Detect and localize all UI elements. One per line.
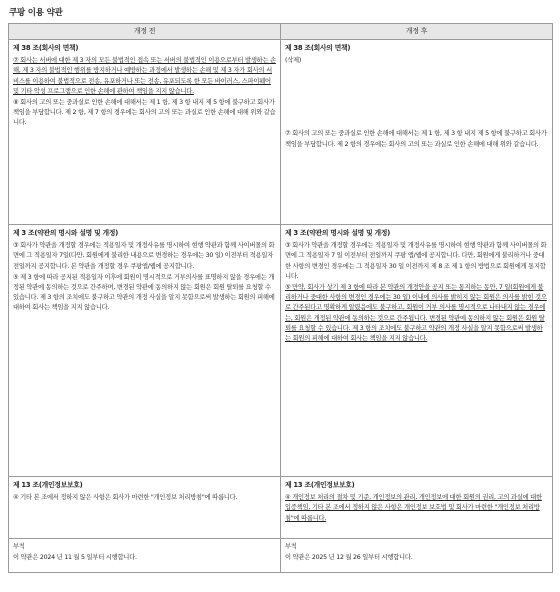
- cell-addendum-before: [9, 539, 281, 573]
- cell-38-before: [9, 40, 281, 225]
- paragraph: ⑧ 회사의 고의 또는 중과실로 인한 손해에 대해서는 제 1 항, 제 3 항 내지 제 5 항에 불구하고 회사가 책임을 부담합니다. 제 2 항, 제 7 항의 경우에는 회사의 고의 또는 과실로 인한 손해에 대해 위와 같습니다.: [13, 99, 276, 127]
- table-row-article-38: [9, 40, 553, 225]
- cell-13-after: [281, 477, 553, 539]
- article-title: 제 38 조(회사의 면책): [13, 44, 79, 52]
- cell-3-before: [9, 225, 281, 477]
- header-after: 개정 후: [281, 24, 553, 40]
- cell-addendum-after: [281, 539, 553, 573]
- table-row-article-13: [9, 477, 553, 539]
- cell-38-after: [281, 40, 553, 225]
- paragraph: ⑤ 제 3 항에 따라 공지된 적용일자 이후에 회원이 명시적으로 거부의사를 표명하지 않을 경우에는 개정된 약관에 동의하는 것으로 간주하며, 변경된 약관에 동의하지 않는 회원은 회원 탈퇴를 요청할 수 있습니다. 제 3 항의 조치에도 불구하고 약관의 개정 사실을 알지 못함으로써 발생하는 회원의 피해에 대하여 회사는 책임을 지지 않습니다.: [13, 273, 275, 312]
- paragraph: ③ 회사가 약관을 개정할 경우에는 적용일자 및 개정사유를 명시하여 현행 약관과 함께 사이버몰의 화면에 그 적용일자 7 일 이전부터 전일까지 쿠팡 앱/웹에 공지합니다. 다만, 회원에게 불리하거나 중대한 사항의 변경인 경우에는 그 적용일자 30 일 이전까지 제 8 조 제 1 항의 방법으로 회원에게 통지합니다.: [285, 242, 547, 280]
- paragraph: 이 약관은 2024 년 11 월 5 일부터 시행합니다.: [13, 554, 137, 562]
- table-row-addendum: [9, 539, 553, 573]
- paragraph: 이 약관은 2025 년 12 월 26 일부터 시행합니다.: [285, 554, 413, 562]
- paragraph: ⑤ 만약, 회사가 상기 제 3 항에 따라 본 약관의 개정안을 공지 또는 통지하는 동안, 7 일(회원에게 불리하거나 중대한 사항의 변경인 경우에는 30 일) 이내에 의사를 밝히지 않는 회원은 의사를 밝힌 것으로 간주된다고 명확하게 알렸음에도 불구하고, 회원이 거부 의사를 명시적으로 나타내지 않는 경우에는, 회원은 개정된 약관에 동의하는 것으로 간주됩니다. 변경된 약관에 동의하지 않는 회원은 회원 탈퇴를 요청할 수 있습니다. 제 3 항의 조치에도 불구하고 약관의 개정 사실을 알지 못함으로써 발생하는 회원의 피해에 대하여 회사는 책임을 지지 않습니다.: [285, 284, 547, 343]
- paragraph: ⑦ 회사는 서버에 대한 제 3 자의 모든 불법적인 접속 또는 서버의 불법적인 이용으로부터 발생하는 손해, 제 3 자의 불법적인 행위를 방지하거나 예방하는 과정에서 발생하는 손해 및 제 3 자가 회사의 서비스를 이용하여 불법적으로 전송, 유포하거나 또는 전송, 유포되도록 한 모든 바이러스, 스파이웨어 및 기타 악성 프로그램으로 인한 손해에 관하여 책임을 지지 않습니다.: [13, 57, 276, 95]
- article-title: 제 3 조(약관의 명시와 설명 및 개정): [285, 229, 390, 237]
- cell-3-after: [281, 225, 553, 477]
- paragraph: (삭제): [285, 57, 302, 65]
- table-row-article-3: [9, 225, 553, 477]
- paragraph: ④ 기타 본 조에서 정하지 않은 사항은 회사가 마련한 "개인정보 처리방침"에 따릅니다.: [13, 494, 238, 502]
- article-title: 제 13 조(개인정보보호): [285, 481, 355, 489]
- paragraph: ③ 회사가 약관을 개정할 경우에는 적용일자 및 개정사유를 명시하여 현행 약관과 함께 사이버몰의 화면에 그 적용일자 7일(다만, 회원에게 불리한 내용으로 변경하는 경우에는 30 일) 이전부터 적용일자 전일까지 공지합니다. 본 약관을 개정할 경우 쿠팡앱/웹에 공지합니다.: [13, 242, 275, 270]
- article-title: 제 13 조(개인정보보호): [13, 481, 83, 489]
- addendum-title: 부칙: [285, 543, 297, 550]
- article-title: 제 3 조(약관의 명시와 설명 및 개정): [13, 229, 118, 237]
- paragraph: ④ 개인정보 처리의 절차 및 기준, 개인정보의 관리, 개인정보에 대한 회원의 권리, 고의 과실에 대한 입증책임, 기타 본 조에서 정하지 않은 사항은 개인정보 보호법 및 회사가 마련한 "개인정보 처리방침"에 따릅니다.: [285, 494, 542, 522]
- header-before: 개정 전: [9, 24, 281, 40]
- document-title: 쿠팡 이용 약관: [9, 8, 63, 18]
- paragraph: ⑦ 회사의 고의 또는 중과실로 인한 손해에 대해서는 제 1 항, 제 3 항 내지 제 5 항에 불구하고 회사가 책임을 부담합니다. 제 2 항의 경우에는 회사의 고의 또는 과실로 인한 손해에 대해 위와 같습니다.: [285, 130, 547, 148]
- addendum-title: 부칙: [13, 543, 25, 550]
- article-title: 제 38 조(회사의 면책): [285, 44, 351, 52]
- cell-13-before: [9, 477, 281, 539]
- table-header-row: [9, 24, 553, 40]
- revision-comparison-table: [8, 23, 553, 573]
